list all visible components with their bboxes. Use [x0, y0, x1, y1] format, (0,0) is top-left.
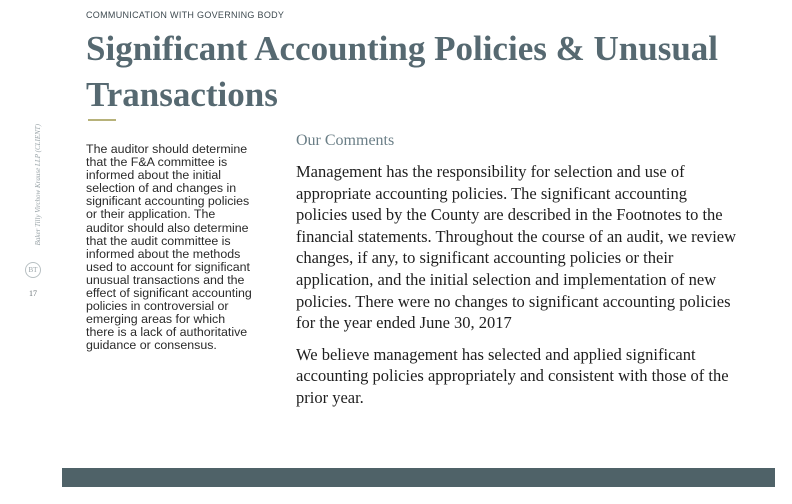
comments-paragraph-1: Management has the responsibility for selection and use of appropriate accounting policies. The significant accounting policies used by the County are described in the Footnotes to the financial statements. Throughout the course of an audit, we review changes, if any, to significant accounting policies or their application, and the initial selection and implementation of new policies. There were no changes to significant accounting policies for the year ended June 30, 2017: [296, 162, 737, 333]
comments-section: [296, 131, 766, 409]
vertical-side-text: Baker Tilly Virchow Krause LLP (CLIENT): [34, 124, 42, 246]
title-underline: [88, 119, 116, 121]
page-title: Significant Accounting Policies & Unusual Transactions: [86, 29, 719, 114]
section-label: COMMUNICATION WITH GOVERNING BODY: [86, 10, 285, 20]
comments-paragraph-2: We believe management has selected and applied significant accounting policies appropriately and consistent with those of the prior year.: [296, 344, 729, 407]
footer-bar: [62, 468, 775, 487]
logo-icon: BT: [25, 262, 41, 278]
auditor-requirement-text: The auditor should determine that the F&A committee is informed about the initial selection of and changes in significant accounting policies or their application. The auditor should also determine that the audit committee is informed about the methods used to account for significant unusual transactions and the effect of significant accounting policies in controversial or emerging areas for which there is a lack of authoritative guidance or consensus.: [86, 142, 252, 353]
page-number: 17: [29, 289, 37, 298]
comments-heading: Our Comments: [296, 132, 395, 149]
